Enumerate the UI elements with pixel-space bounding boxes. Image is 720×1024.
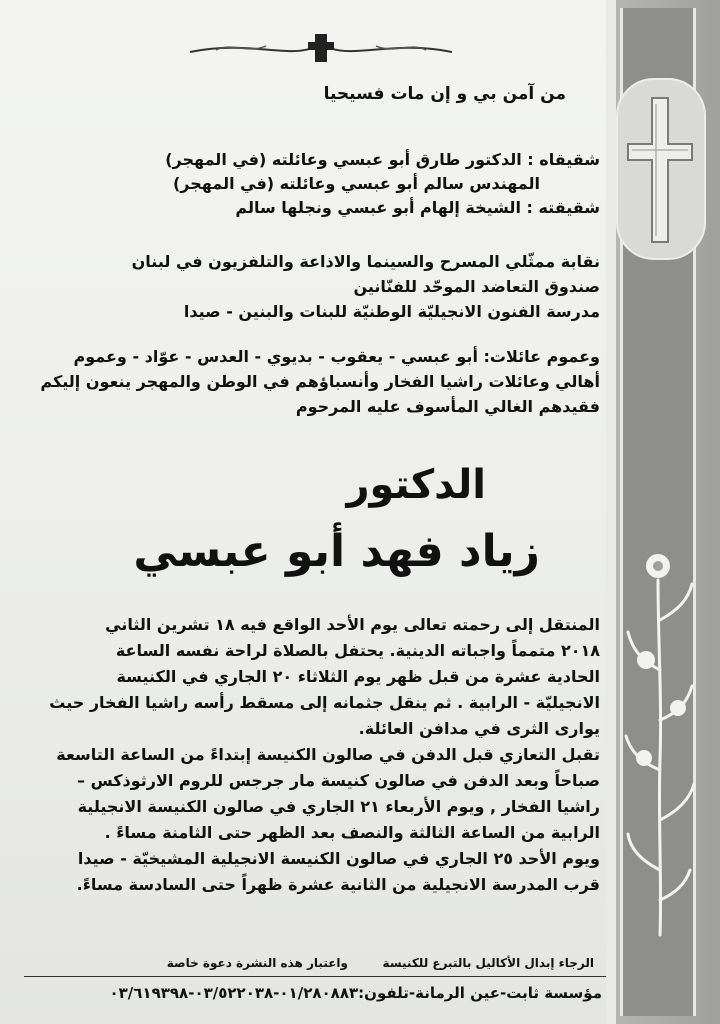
organizations-block bbox=[132, 249, 600, 324]
details-line: ويوم الأحد ٢٥ الجاري في صالون الكنيسة الانجيلية المشيخيّة - صيدا bbox=[77, 849, 600, 868]
details-line: قرب المدرسة الانجيلية من الثانية عشرة ظهراً حتى السادسة مساءً. bbox=[76, 875, 600, 894]
relatives-block bbox=[165, 148, 600, 220]
details-line: الحادية عشرة من قبل ظهر يوم الثلاثاء ٢٠ الجاري في الكنيسة bbox=[116, 667, 600, 686]
organization-item: صندوق التعاضد الموحّد للفنّانين bbox=[353, 277, 600, 296]
brothers-line-1: شقيقاه : الدكتور طارق أبو عبسي وعائلته (في المهجر) bbox=[165, 150, 600, 169]
deceased-name: زياد فهد أبو عبسي bbox=[133, 526, 540, 577]
details-line: ٢٠١٨ متمماً واجباته الدينية. يحتفل بالصلاة لراحة نفسه الساعة bbox=[115, 641, 600, 660]
details-line: صباحاً وبعد الدفن في صالون كنيسة مار جرجس للروم الارثوذكس – bbox=[77, 771, 600, 790]
organization-item: مدرسة الفنون الانجيليّة الوطنيّة للبنات والبنين - صيدا bbox=[183, 302, 600, 321]
ornament-icon bbox=[186, 30, 456, 66]
footer-note-right: الرجاء إبدال الأكاليل بالتبرع للكنيسة bbox=[382, 956, 594, 970]
sister-line: شقيقته : الشيخة إلهام أبو عبسي ونجلها سالم bbox=[235, 198, 600, 217]
families-line: وعموم عائلات: أبو عبسي - يعقوب - بديوي - العدس - عوّاد - وعموم bbox=[73, 347, 600, 366]
details-line: الانجيليّة - الرابية . ثم ينقل جثمانه إلى مسقط رأسه راشيا الفخار حيث bbox=[49, 693, 600, 712]
families-line: أهالي وعائلات راشيا الفخار وأنسباؤهم في الوطن والمهجر ينعون إليكم bbox=[40, 372, 600, 391]
details-line: المنتقل إلى رحمته تعالى يوم الأحد الواقع فيه ١٨ تشرين الثاني bbox=[105, 615, 600, 634]
families-line: فقيدهم الغالي المأسوف عليه المرحوم bbox=[295, 397, 600, 416]
details-line: تقبل التعازي قبل الدفن في صالون الكنيسة إبتداءً من الساعة التاسعة bbox=[56, 745, 600, 764]
footer-divider bbox=[24, 976, 606, 977]
details-line: يوارى الثرى في مدافن العائلة. bbox=[358, 719, 600, 738]
printer-line: مؤسسة ثابت-عين الرمانة-تلفون:٠١/٢٨٠٨٨٣-٠٣/٥٢٢٠٣٨-٠٣/٦١٩٣٩٨ bbox=[109, 984, 602, 1002]
details-block bbox=[49, 612, 600, 898]
floral-vine-icon bbox=[618, 540, 702, 940]
verse: من آمن بي و إن مات فسيحيا bbox=[323, 84, 566, 104]
organization-item: نقابة ممثّلي المسرح والسينما والاذاعة والتلفزيون في لبنان bbox=[131, 252, 600, 271]
details-line: راشيا الفخار , ويوم الأربعاء ٢١ الجاري في صالون الكنيسة الانجيلية bbox=[77, 797, 600, 816]
cross-icon bbox=[616, 80, 704, 256]
details-line: الرابية من الساعة الثالثة والنصف بعد الظهر حتى الثامنة مساءً . bbox=[104, 823, 600, 842]
deceased-title: الدكتور bbox=[346, 462, 486, 508]
footer-note-left: واعتبار هذه النشرة دعوة خاصة bbox=[166, 956, 348, 970]
brothers-line-2: المهندس سالم أبو عبسي وعائلته (في المهجر) bbox=[172, 174, 540, 193]
families-block bbox=[40, 344, 600, 419]
